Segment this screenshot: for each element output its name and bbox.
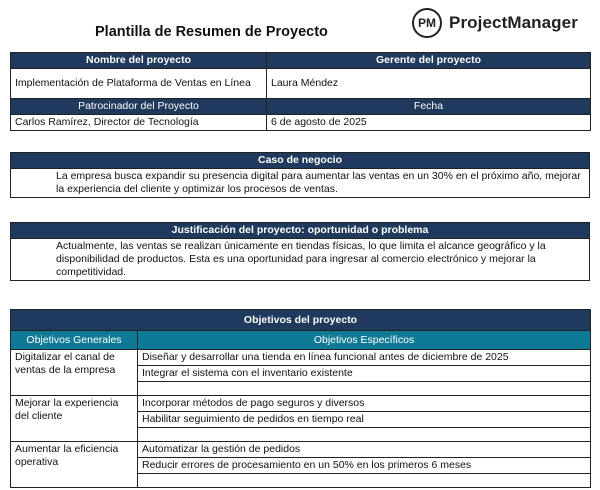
logo-name: ProjectManager [449,13,578,32]
general-objective: Mejorar la experiencia del cliente [11,396,138,442]
objectives-table [10,309,591,488]
justification-text: Actualmente, las ventas se realizan únicamente en tiendas físicas, lo que limita el alcance geográfico y la disponibilidad de productos. Esta es una oportunidad para ingresar al comercio electrónico y mejorar la competitividad. [11,239,590,281]
business-case-table [10,152,590,198]
date-value: 6 de agosto de 2025 [267,115,591,131]
manager-label: Gerente del proyecto [267,53,591,69]
sponsor-label: Patrocinador del Proyecto [11,99,267,115]
project-name-value: Implementación de Plataforma de Ventas en Línea [11,69,267,99]
project-info-table [10,52,591,131]
justification-table [10,222,590,281]
page-title: Plantilla de Resumen de Proyecto [95,24,328,40]
specific-objective: Automatizar la gestión de pedidos [138,442,591,458]
specific-objective-empty [138,428,591,442]
business-case-text: La empresa busca expandir su presencia digital para aumentar las ventas en un 30% en el próximo año, mejorar la experiencia del cliente y optimizar los procesos de ventas. [11,169,590,198]
specific-objective: Integrar el sistema con el inventario existente [138,366,591,382]
specific-objectives-label: Objetivos Específicos [138,331,591,350]
specific-objective-empty [138,474,591,488]
general-objectives-label: Objetivos Generales [11,331,138,350]
project-name-label: Nombre del proyecto [11,53,267,69]
projectmanager-logo [412,8,578,38]
specific-objective-empty [138,382,591,396]
business-case-label: Caso de negocio [11,153,590,169]
objectives-label: Objetivos del proyecto [11,310,591,331]
manager-value: Laura Méndez [267,69,591,99]
date-label: Fecha [267,99,591,115]
general-objective: Digitalizar el canal de ventas de la empresa [11,350,138,396]
specific-objective: Diseñar y desarrollar una tienda en línea funcional antes de diciembre de 2025 [138,350,591,366]
justification-label: Justificación del proyecto: oportunidad o problema [11,223,590,239]
general-objective: Aumentar la eficiencia operativa [11,442,138,488]
specific-objective: Habilitar seguimiento de pedidos en tiempo real [138,412,591,428]
pm-logo-icon: PM [412,8,442,38]
sponsor-value: Carlos Ramírez, Director de Tecnología [11,115,267,131]
specific-objective: Reducir errores de procesamiento en un 50% en los primeros 6 meses [138,458,591,474]
specific-objective: Incorporar métodos de pago seguros y diversos [138,396,591,412]
